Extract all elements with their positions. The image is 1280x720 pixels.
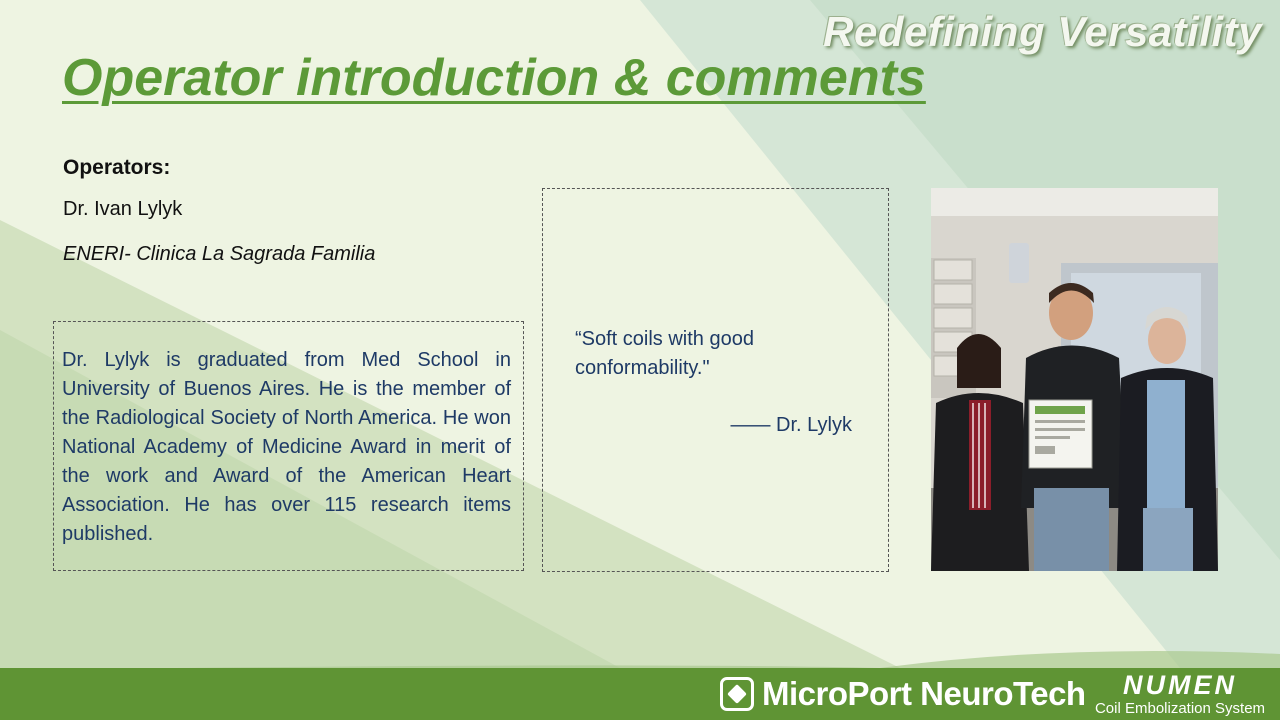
product-subtitle: Coil Embolization System: [1094, 700, 1266, 717]
quote-author: —— Dr. Lylyk: [730, 414, 852, 436]
footer-bar: [0, 668, 1280, 720]
brand-name: MicroPort NeuroTech: [762, 675, 1086, 712]
operators-photo: [931, 188, 1218, 571]
bio-text: Dr. Lylyk is graduated from Med School in University of Buenos Aires. He is the member of the Radiological Society of North America. He won National Academy of Medicine Award in merit of the work and Award of the American Heart Association. He has over 115 research items published.: [62, 349, 511, 545]
operator-name: Dr. Ivan Lylyk: [63, 198, 183, 220]
microport-logo-icon: [720, 677, 754, 711]
quote-box: [542, 188, 889, 572]
operator-institution: ENERI- Clinica La Sagrada Familia: [63, 243, 376, 265]
page-title: Operator introduction & comments: [62, 49, 926, 107]
brand-logo: [720, 674, 1086, 714]
product-logo: [1090, 670, 1270, 718]
product-name: NUMEN: [1123, 670, 1237, 700]
tagline: Redefining Versatility: [823, 8, 1262, 55]
bio-box: [53, 321, 524, 571]
quote-text: “Soft coils with good conformability.": [575, 328, 754, 379]
operators-heading: Operators:: [63, 156, 171, 179]
